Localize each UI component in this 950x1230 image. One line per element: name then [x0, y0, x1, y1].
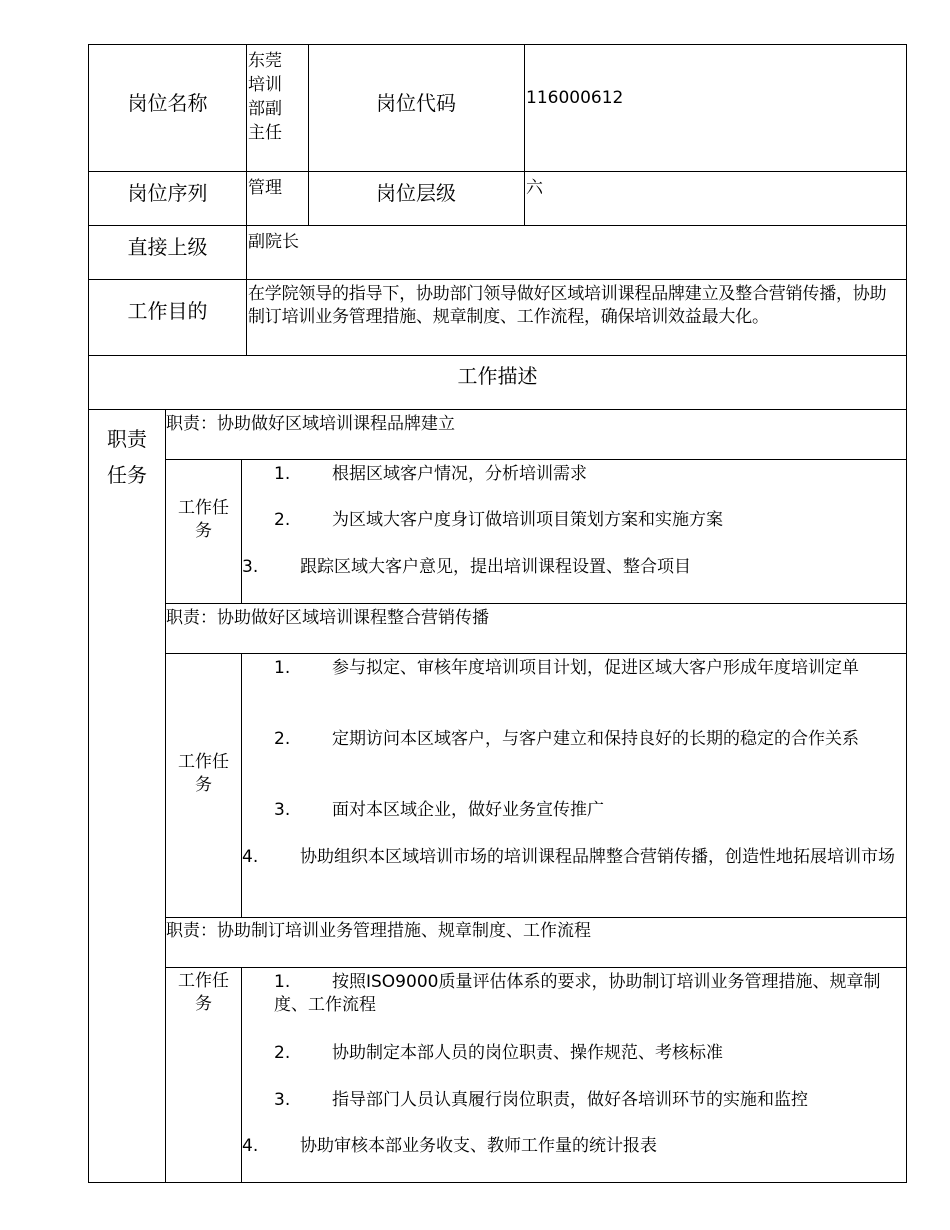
direct-superior-value: 副院长	[248, 232, 299, 252]
work-description-title: 工作描述	[457, 364, 538, 388]
position-sequence-label: 岗位序列	[127, 181, 208, 205]
work-purpose-value: 在学院领导的指导下，协助部门领导做好区域培训课程品牌建立及整合营销传播，协助制订培训业务管理措施、规章制度、工作流程，确保培训效益最大化。	[248, 284, 887, 327]
row-divider	[89, 409, 906, 410]
position-sequence-value: 管理	[248, 178, 282, 198]
work-purpose-label: 工作目的	[127, 299, 208, 323]
row-divider	[165, 917, 906, 918]
duties-label-line2: 任务	[107, 463, 147, 487]
row-divider	[165, 967, 906, 968]
direct-superior-label: 直接上级	[127, 235, 208, 259]
col-divider	[241, 459, 242, 603]
position-name-value: 东莞培训部副主任	[248, 51, 282, 143]
row-divider	[165, 653, 906, 654]
task-item: 3. 指导部门人员认真履行岗位职责，做好各培训环节的实施和监控	[274, 1090, 808, 1110]
row-divider	[89, 225, 906, 226]
col-divider	[524, 45, 525, 225]
position-code-label: 岗位代码	[376, 91, 456, 115]
task-item: 4. 协助组织本区域培训市场的培训课程品牌整合营销传播，创造性地拓展培训市场	[242, 847, 895, 867]
position-name-label: 岗位名称	[127, 91, 208, 115]
task-item: 4. 协助审核本部业务收支、教师工作量的统计报表	[242, 1136, 657, 1156]
task-item: 2. 定期访问本区域客户，与客户建立和保持良好的长期的稳定的合作关系	[274, 729, 859, 749]
work-task-label	[166, 751, 241, 797]
row-divider	[89, 355, 906, 356]
work-task-label-text: 工作任务	[178, 971, 229, 1014]
position-level-value: 六	[526, 178, 543, 198]
row-divider	[165, 459, 906, 460]
duty-title: 职责：协助做好区域培训课程整合营销传播	[166, 608, 489, 628]
task-item: 3. 面对本区域企业，做好业务宣传推广	[274, 800, 604, 820]
col-divider	[241, 653, 242, 917]
task-item: 1. 参与拟定、审核年度培训项目计划，促进区域大客户形成年度培训定单	[274, 658, 859, 678]
job-description-table	[88, 44, 907, 1183]
duties-label-line1: 职责	[107, 427, 147, 451]
task-item: 2. 协助制定本部人员的岗位职责、操作规范、考核标准	[274, 1043, 723, 1063]
work-task-label-text: 工作任务	[178, 752, 229, 795]
row-divider	[165, 603, 906, 604]
work-task-label	[166, 497, 241, 543]
task-item: 1. 根据区域客户情况，分析培训需求	[274, 464, 587, 484]
position-code-value: 116000612	[526, 88, 624, 108]
col-divider	[246, 45, 247, 355]
duties-label	[89, 421, 165, 493]
task-item: 3. 跟踪区域大客户意见，提出培训课程设置、整合项目	[242, 557, 691, 577]
row-divider	[89, 279, 906, 280]
duty-title: 职责：协助制订培训业务管理措施、规章制度、工作流程	[166, 921, 591, 941]
task-item: 1. 按照ISO9000质量评估体系的要求，协助制订培训业务管理措施、规章制度、工作流程	[274, 972, 881, 1015]
work-task-label-text: 工作任务	[178, 498, 229, 541]
duty-title: 职责：协助做好区域培训课程品牌建立	[166, 414, 455, 434]
work-task-label	[166, 970, 241, 1016]
row-divider	[89, 171, 906, 172]
position-level-label: 岗位层级	[376, 181, 456, 205]
task-item: 2. 为区域大客户度身订做培训项目策划方案和实施方案	[274, 510, 723, 530]
